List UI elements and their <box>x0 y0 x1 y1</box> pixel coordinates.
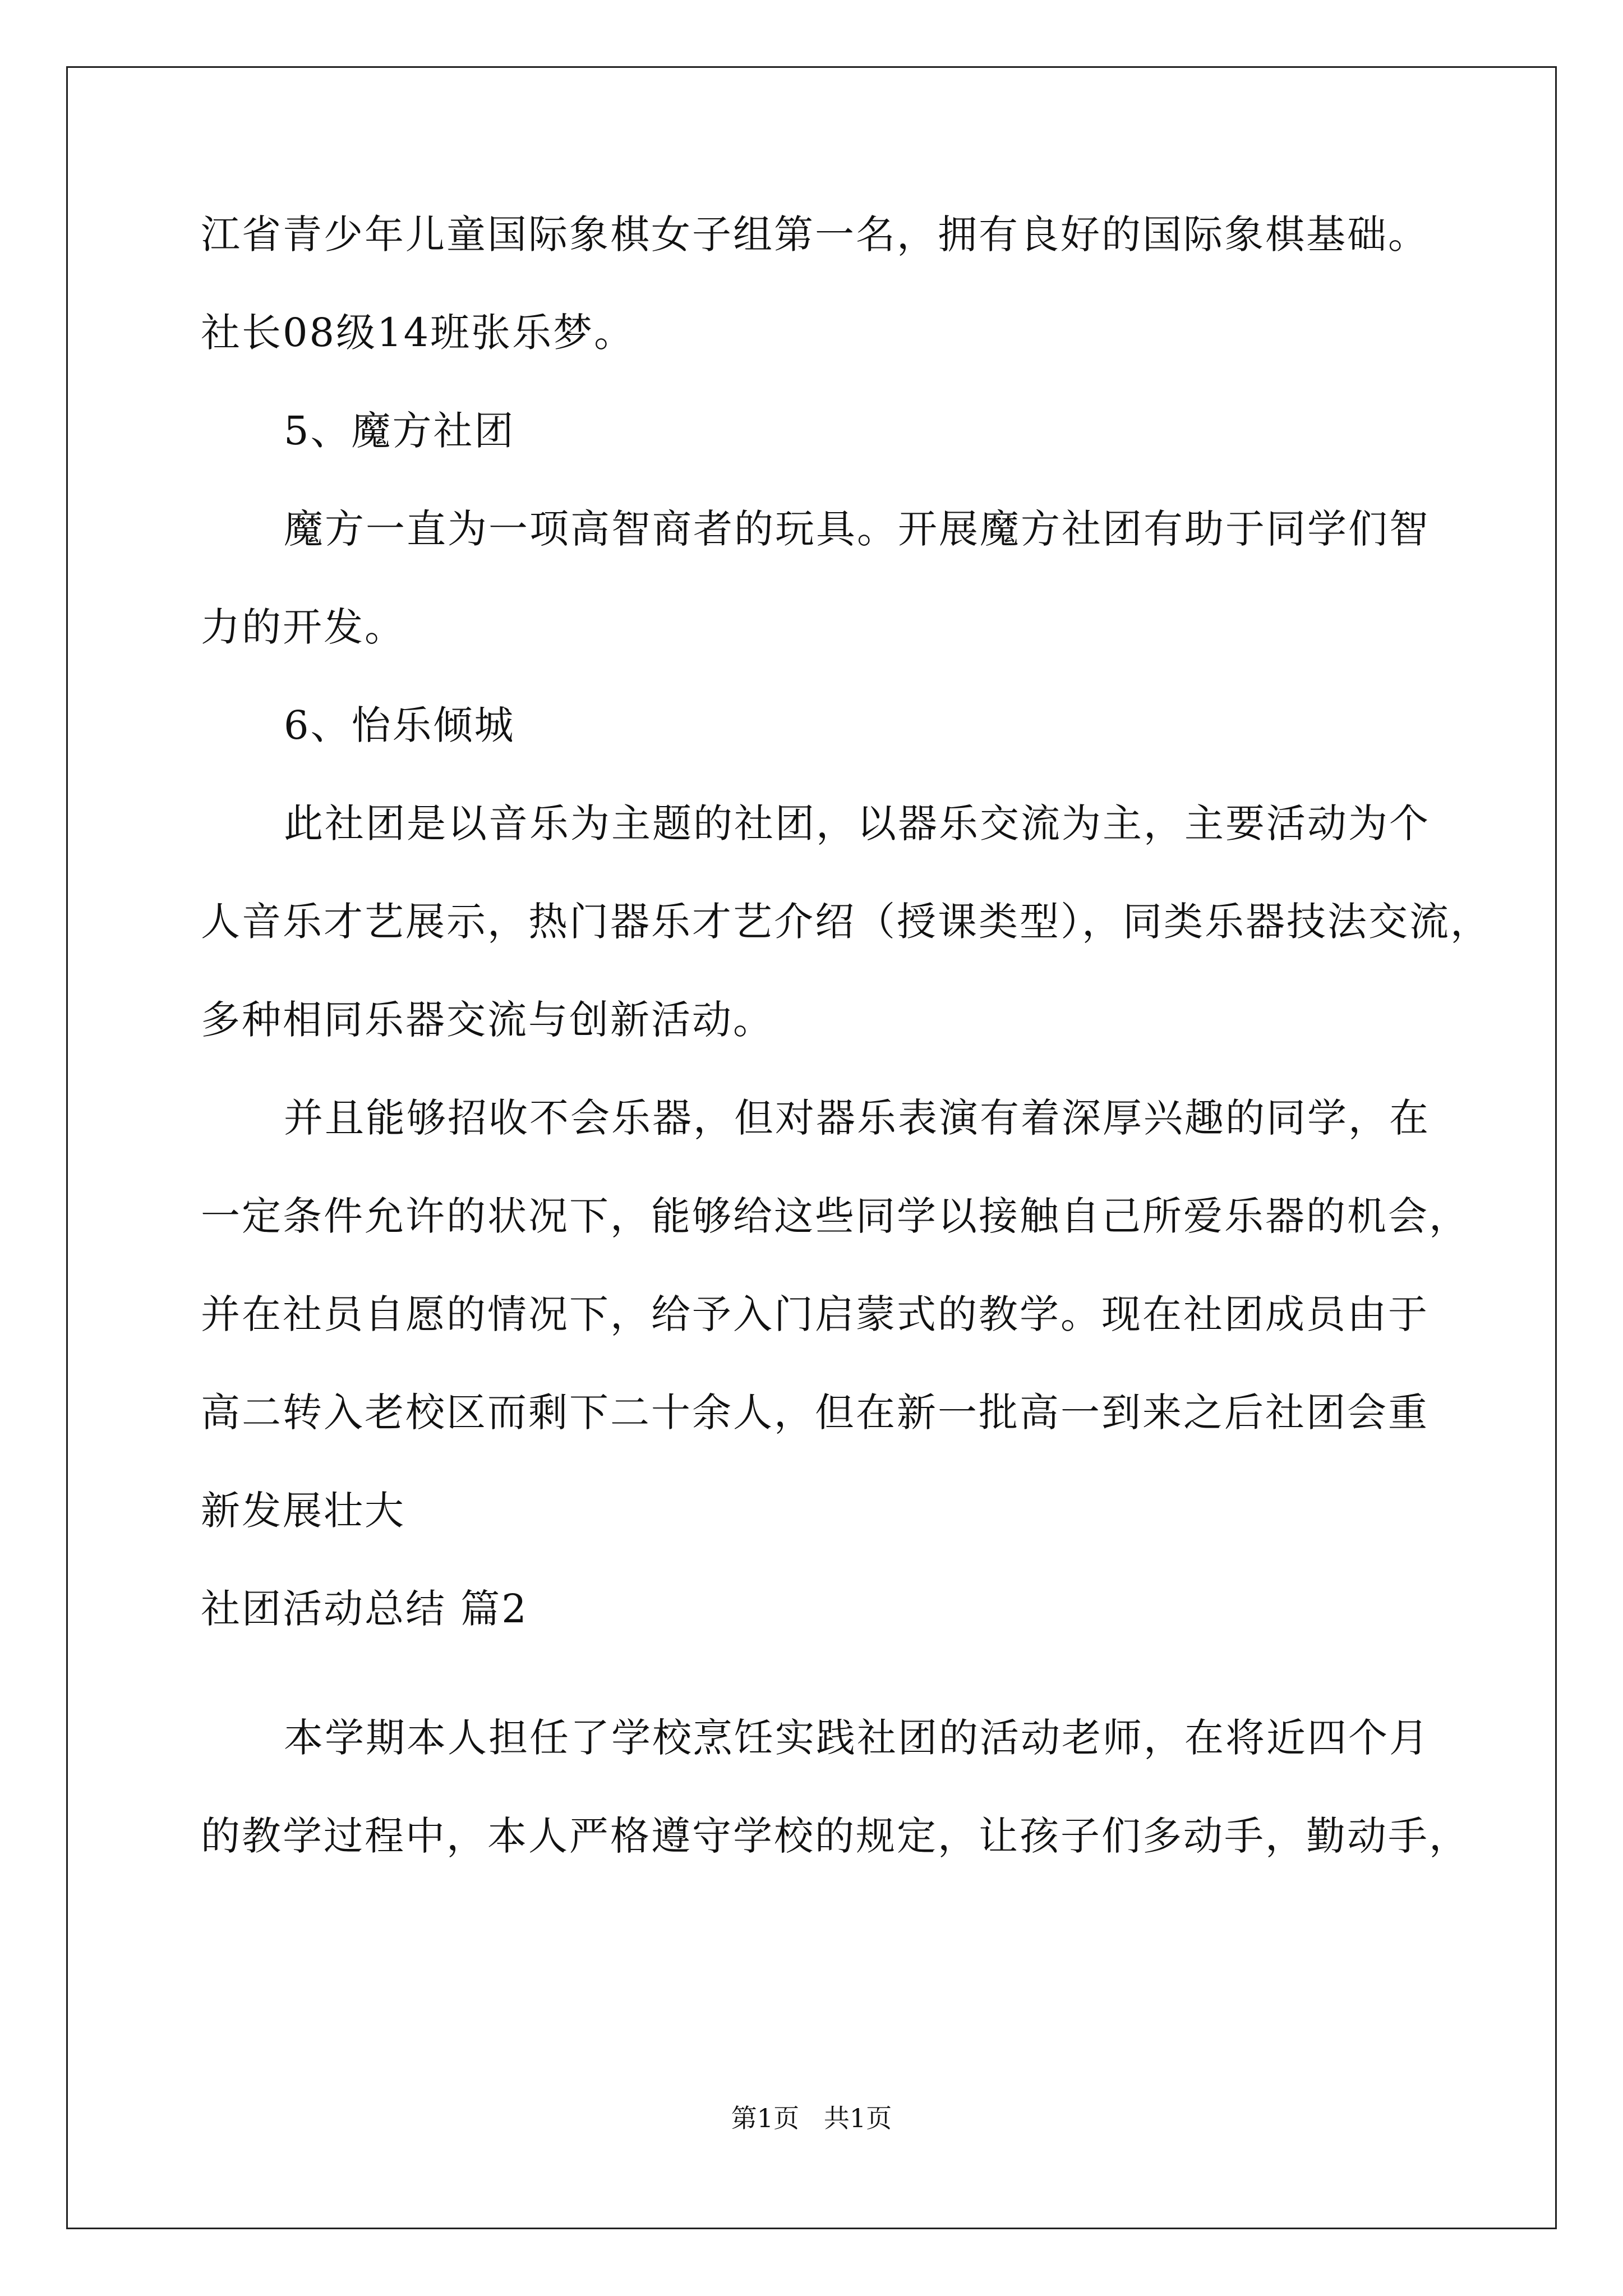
page-number-footer: 第1页 共1页 <box>731 2103 892 2133</box>
text-line: 此社团是以音乐为主题的社团，以器乐交流为主，主要活动为个 <box>284 800 1430 846</box>
text-line: 江省青少年儿童国际象棋女子组第一名，拥有良好的国际象棋基础。 <box>201 211 1429 257</box>
text-line: 魔方一直为一项高智商者的玩具。开展魔方社团有助于同学们智 <box>284 506 1430 552</box>
text-line: 并在社员自愿的情况下，给予入门启蒙式的教学。现在社团成员由于 <box>201 1291 1429 1337</box>
text-line: 社长08级14班张乐梦。 <box>201 310 635 356</box>
page-border <box>66 66 1557 2229</box>
text-line: 本学期本人担任了学校烹饪实践社团的活动老师，在将近四个月 <box>284 1715 1430 1761</box>
text-line: 并且能够招收不会乐器，但对器乐表演有着深厚兴趣的同学，在 <box>284 1095 1430 1141</box>
text-line: 人音乐才艺展示，热门器乐才艺介绍（授课类型），同类乐器技法交流， <box>201 899 1491 945</box>
article-title: 社团活动总结 篇2 <box>201 1586 528 1632</box>
text-line: 多种相同乐器交流与创新活动。 <box>201 997 774 1043</box>
text-line: 力的开发。 <box>201 604 405 650</box>
section-heading: 5、魔方社团 <box>284 408 515 454</box>
text-line: 的教学过程中，本人严格遵守学校的规定，让孩子们多动手，勤动手， <box>201 1813 1470 1859</box>
text-line: 新发展壮大 <box>201 1488 405 1534</box>
text-line: 一定条件允许的状况下，能够给这些同学以接触自己所爱乐器的机会， <box>201 1193 1470 1239</box>
section-heading: 6、怡乐倾城 <box>284 702 515 748</box>
text-line: 高二转入老校区而剩下二十余人，但在新一批高一到来之后社团会重 <box>201 1389 1429 1435</box>
